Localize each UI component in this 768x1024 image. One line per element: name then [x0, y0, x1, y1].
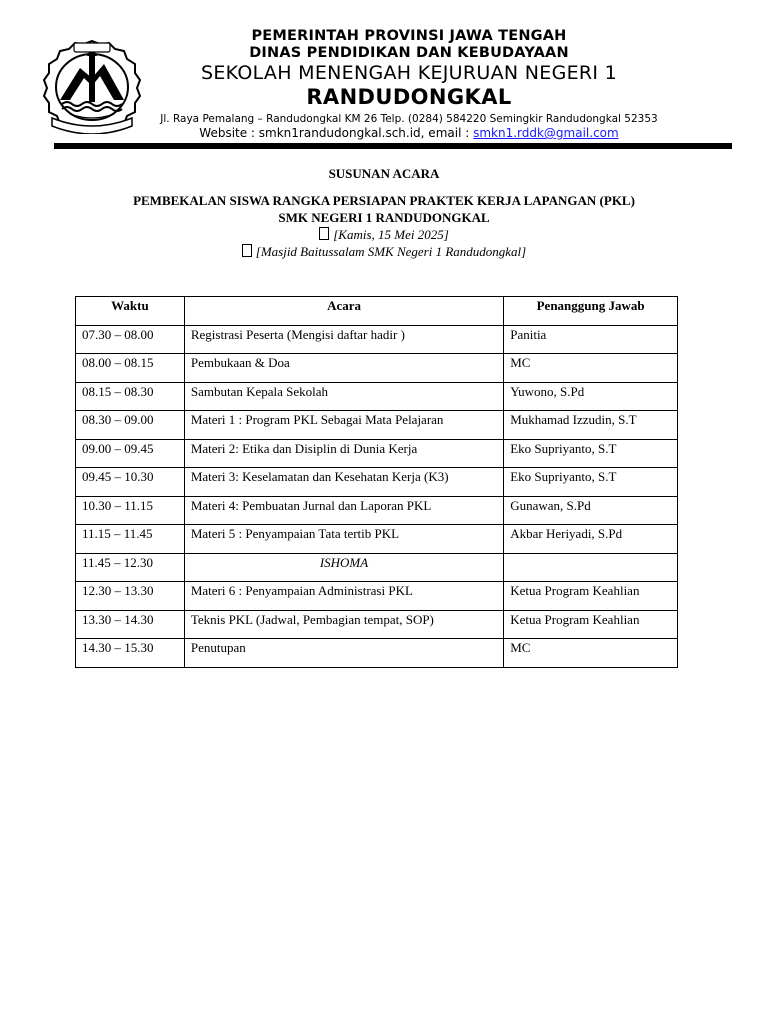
- activity-cell: Materi 1 : Program PKL Sebagai Mata Pelajaran: [184, 411, 503, 440]
- activity-cell: Teknis PKL (Jadwal, Pembagian tempat, SOP): [184, 610, 503, 639]
- table-row: [76, 411, 678, 440]
- activity-cell: Pembukaan & Doa: [184, 354, 503, 383]
- time-cell: 11.15 – 11.45: [76, 525, 185, 554]
- time-cell: 14.30 – 15.30: [76, 639, 185, 668]
- time-cell: 10.30 – 11.15: [76, 496, 185, 525]
- website-text: Website : smkn1randudongkal.sch.id, email :: [199, 126, 474, 140]
- time-cell: 13.30 – 14.30: [76, 610, 185, 639]
- school-type: SEKOLAH MENENGAH KEJURUAN NEGERI 1: [200, 62, 618, 84]
- school-contact: [145, 126, 673, 140]
- header-acara: Acara: [184, 297, 503, 326]
- time-cell: 08.30 – 09.00: [76, 411, 185, 440]
- document-heading: SUSUNAN ACARA: [328, 166, 440, 181]
- table-row: [76, 639, 678, 668]
- responsible-cell: Panitia: [504, 325, 678, 354]
- schedule-table: [75, 296, 678, 668]
- table-row: [76, 439, 678, 468]
- location-icon: [242, 244, 252, 257]
- activity-cell: Penutupan: [184, 639, 503, 668]
- responsible-cell: MC: [504, 639, 678, 668]
- responsible-cell: Ketua Program Keahlian: [504, 610, 678, 639]
- responsible-cell: Eko Supriyanto, S.T: [504, 439, 678, 468]
- responsible-cell: [504, 553, 678, 582]
- responsible-cell: Gunawan, S.Pd: [504, 496, 678, 525]
- table-header-row: [76, 297, 678, 326]
- responsible-cell: MC: [504, 354, 678, 383]
- activity-cell: Materi 5 : Penyampaian Tata tertib PKL: [184, 525, 503, 554]
- activity-cell: Registrasi Peserta (Mengisi daftar hadir ): [184, 325, 503, 354]
- time-cell: 08.00 – 08.15: [76, 354, 185, 383]
- table-row: [76, 553, 678, 582]
- government-name: PEMERINTAH PROVINSI JAWA TENGAH: [251, 28, 567, 44]
- event-school: SMK NEGERI 1 RANDUDONGKAL: [278, 210, 490, 225]
- activity-cell: Materi 3: Keselamatan dan Kesehatan Kerja (K3): [184, 468, 503, 497]
- letterhead-text: [145, 28, 673, 140]
- table-row: [76, 496, 678, 525]
- event-date: [0, 226, 768, 243]
- department-name: DINAS PENDIDIKAN DAN KEBUDAYAAN: [249, 45, 569, 61]
- table-row: [76, 325, 678, 354]
- responsible-cell: Mukhamad Izzudin, S.T: [504, 411, 678, 440]
- time-cell: 12.30 – 13.30: [76, 582, 185, 611]
- table-row: [76, 525, 678, 554]
- table-row: [76, 382, 678, 411]
- event-venue: [0, 243, 768, 260]
- time-cell: 11.45 – 12.30: [76, 553, 185, 582]
- table-row: [76, 468, 678, 497]
- responsible-cell: Ketua Program Keahlian: [504, 582, 678, 611]
- time-cell: 07.30 – 08.00: [76, 325, 185, 354]
- activity-cell: Sambutan Kepala Sekolah: [184, 382, 503, 411]
- activity-cell: Materi 6 : Penyampaian Administrasi PKL: [184, 582, 503, 611]
- document-titles: [0, 166, 768, 260]
- school-name: RANDUDONGKAL: [306, 85, 512, 109]
- event-venue-text: [Masjid Baitussalam SMK Negeri 1 Randudongkal]: [255, 244, 527, 259]
- time-cell: 09.45 – 10.30: [76, 468, 185, 497]
- letterhead-divider: [54, 143, 732, 149]
- table-row: [76, 610, 678, 639]
- event-date-text: [Kamis, 15 Mei 2025]: [333, 227, 449, 242]
- activity-cell: ISHOMA: [184, 553, 503, 582]
- time-cell: 08.15 – 08.30: [76, 382, 185, 411]
- provincial-crest-logo: [40, 38, 144, 134]
- responsible-cell: Akbar Heriyadi, S.Pd: [504, 525, 678, 554]
- responsible-cell: Yuwono, S.Pd: [504, 382, 678, 411]
- activity-cell: Materi 2: Etika dan Disiplin di Dunia Kerja: [184, 439, 503, 468]
- responsible-cell: Eko Supriyanto, S.T: [504, 468, 678, 497]
- activity-cell: Materi 4: Pembuatan Jurnal dan Laporan PKL: [184, 496, 503, 525]
- header-penanggung-jawab: Penanggung Jawab: [504, 297, 678, 326]
- calendar-icon: [319, 227, 329, 240]
- letterhead: [0, 0, 768, 150]
- event-title: PEMBEKALAN SISWA RANGKA PERSIAPAN PRAKTEK KERJA LAPANGAN (PKL): [133, 193, 635, 208]
- school-address: Jl. Raya Pemalang – Randudongkal KM 26 Telp. (0284) 584220 Semingkir Randudongkal 52353: [160, 113, 658, 125]
- header-waktu: Waktu: [76, 297, 185, 326]
- table-row: [76, 582, 678, 611]
- schedule-body: [76, 325, 678, 667]
- email-link[interactable]: smkn1.rddk@gmail.com: [473, 126, 619, 140]
- time-cell: 09.00 – 09.45: [76, 439, 185, 468]
- table-row: [76, 354, 678, 383]
